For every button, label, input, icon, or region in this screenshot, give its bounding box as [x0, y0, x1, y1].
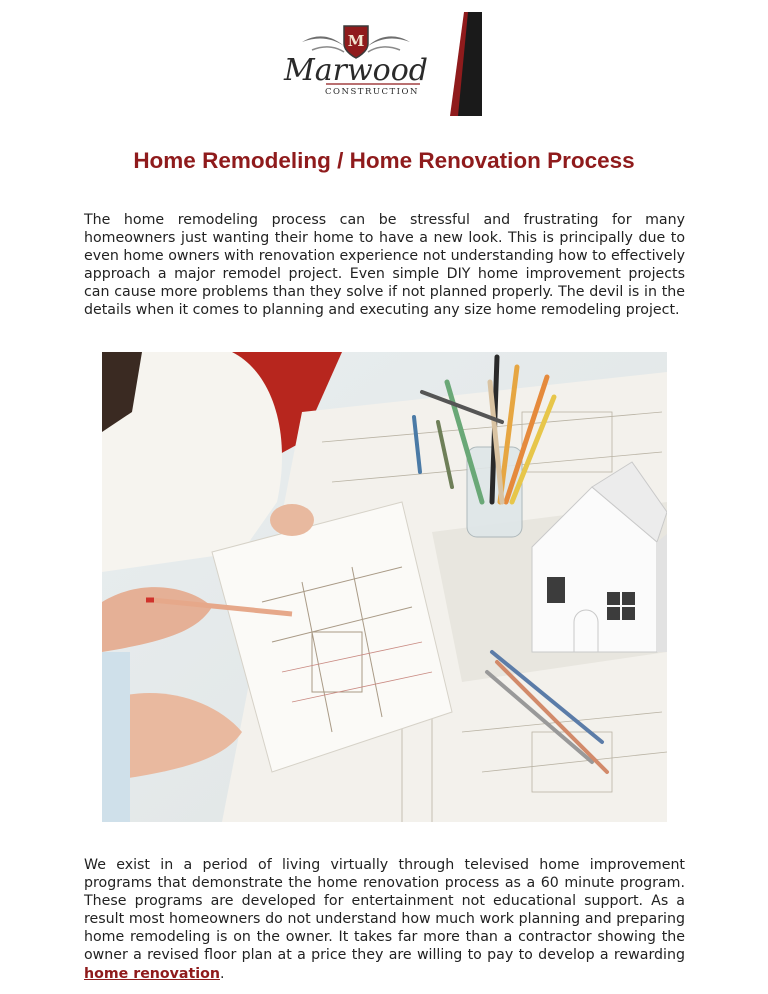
renovation-planning-photo [102, 352, 667, 822]
svg-text:M: M [347, 32, 365, 50]
body-paragraph-end: . [219, 965, 225, 982]
body-paragraph [84, 856, 685, 983]
page-title: Home Remodeling / Home Renovation Process [133, 148, 635, 173]
company-logo [282, 12, 484, 116]
home-renovation-link[interactable]: home renovation [84, 965, 220, 982]
svg-text:Marwood: Marwood [284, 53, 428, 88]
body-paragraph-text: We exist in a period of living virtually through televised home improvement programs that demonstrate the home renovation process as a 60 minute program. These programs are developed for entertainment not educational support. As a result most homeowners do not understand how much work planning and preparing home remodeling is on the owner. It takes far more than a contractor showing the owner a revised floor plan at a price they are willing to pay to develop a rewarding [84, 857, 685, 964]
svg-text:CONSTRUCTION: CONSTRUCTION [325, 87, 419, 97]
intro-paragraph: The home remodeling process can be stressful and frustrating for many homeowners just wanting their home to have a new look. This is principally due to even home owners with renovation experience not understanding how to effectively approach a major remodel project. Even simple DIY home improvement projects can cause more problems than they solve if not planned properly. The devil is in the details when it comes to planning and executing any size home remodeling project. [84, 212, 685, 319]
